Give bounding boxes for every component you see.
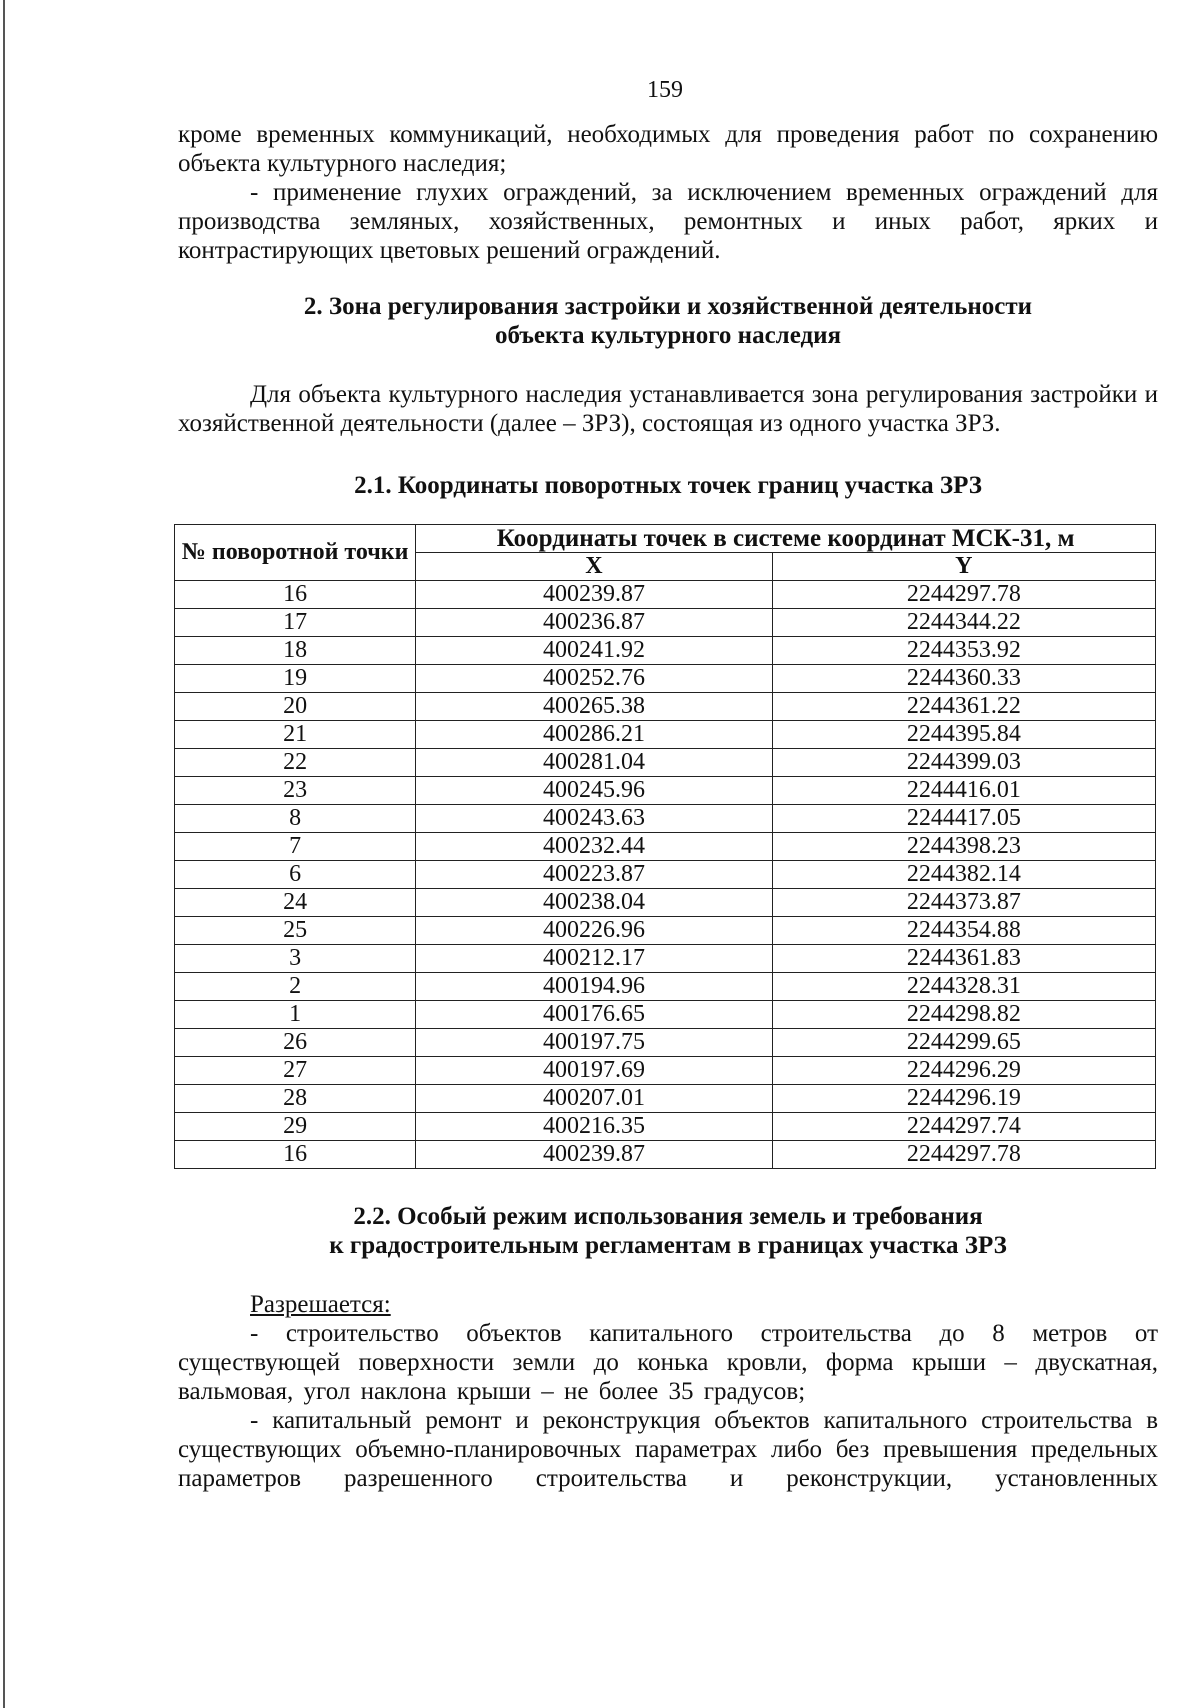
table-row: [175, 1113, 1156, 1141]
cell-point-number: 26: [175, 1029, 416, 1057]
cell-y: 2244299.65: [772, 1029, 1155, 1057]
subsection-2-2-heading: [178, 1202, 1158, 1260]
allowed-item-1: - строительство объектов капитального строительства до 8 метров от существующей поверхности земли до конька кровли, форма крыши – двускатная, вальмовая, угол наклона крыши – не более 35 градусов;: [178, 1320, 1158, 1405]
cell-y: 2244399.03: [772, 749, 1155, 777]
cell-x: 400176.65: [416, 1001, 772, 1029]
table-row: [175, 721, 1156, 749]
cell-y: 2244361.83: [772, 945, 1155, 973]
table-row: [175, 1141, 1156, 1169]
coordinates-table-body: [175, 581, 1156, 1169]
cell-y: 2244354.88: [772, 917, 1155, 945]
cell-x: 400241.92: [416, 637, 772, 665]
cell-point-number: 24: [175, 889, 416, 917]
cell-x: 400281.04: [416, 749, 772, 777]
allowed-label: Разрешается:: [250, 1291, 391, 1318]
intro-bullet: - применение глухих ограждений, за исключением временных ограждений для производства земляных, хозяйственных, ремонтных и иных работ, ярких и контрастирующих цветовых решений ограждений.: [178, 179, 1158, 264]
cell-point-number: 22: [175, 749, 416, 777]
cell-x: 400207.01: [416, 1085, 772, 1113]
cell-point-number: 8: [175, 805, 416, 833]
cell-y: 2244382.14: [772, 861, 1155, 889]
cell-x: 400232.44: [416, 833, 772, 861]
cell-point-number: 2: [175, 973, 416, 1001]
cell-point-number: 18: [175, 637, 416, 665]
subsection-2-1-title: 2.1. Координаты поворотных точек границ участка ЗРЗ: [354, 472, 982, 499]
document-body: [178, 120, 1158, 1493]
coordinates-table-head: [175, 525, 1156, 581]
cell-y: 2244344.22: [772, 609, 1155, 637]
table-row: [175, 917, 1156, 945]
cell-y: 2244297.78: [772, 1141, 1155, 1169]
cell-y: 2244360.33: [772, 665, 1155, 693]
table-row: [175, 777, 1156, 805]
subsection-2-2-title-line1: 2.2. Особый режим использования земель и требования: [353, 1203, 983, 1230]
cell-y: 2244398.23: [772, 833, 1155, 861]
cell-point-number: 17: [175, 609, 416, 637]
subsection-2-2-title-line2: к градостроительным регламентам в границах участка ЗРЗ: [329, 1232, 1007, 1259]
cell-x: 400238.04: [416, 889, 772, 917]
table-row: [175, 945, 1156, 973]
cell-point-number: 6: [175, 861, 416, 889]
allowed-item-2: - капитальный ремонт и реконструкция объектов капитального строительства в существующих объемно-планировочных параметрах либо без превышения предельных параметров разрешенного строительства и реконструкции, установленных: [178, 1407, 1158, 1492]
cell-x: 400197.69: [416, 1057, 772, 1085]
cell-y: 2244353.92: [772, 637, 1155, 665]
cell-y: 2244361.22: [772, 693, 1155, 721]
cell-x: 400212.17: [416, 945, 772, 973]
table-row: [175, 1001, 1156, 1029]
coordinates-table: [174, 524, 1156, 1169]
cell-x: 400226.96: [416, 917, 772, 945]
cell-point-number: 16: [175, 581, 416, 609]
table-row: [175, 1085, 1156, 1113]
section2-body: [178, 380, 1158, 438]
cell-y: 2244297.74: [772, 1113, 1155, 1141]
cell-x: 400239.87: [416, 581, 772, 609]
page-number: 159: [647, 77, 683, 103]
cell-point-number: 27: [175, 1057, 416, 1085]
cell-y: 2244395.84: [772, 721, 1155, 749]
section2-title-line2: объекта культурного наследия: [494, 322, 842, 349]
cell-y: 2244373.87: [772, 889, 1155, 917]
cell-y: 2244298.82: [772, 1001, 1155, 1029]
table-row: [175, 609, 1156, 637]
cell-x: 400252.76: [416, 665, 772, 693]
cell-x: 400239.87: [416, 1141, 772, 1169]
cell-y: 2244296.29: [772, 1057, 1155, 1085]
cell-x: 400286.21: [416, 721, 772, 749]
header-y: Y: [772, 553, 1155, 581]
table-row: [175, 973, 1156, 1001]
cell-point-number: 20: [175, 693, 416, 721]
page-edge-line: [3, 0, 5, 1708]
table-header-row: [175, 525, 1156, 553]
cell-x: 400197.75: [416, 1029, 772, 1057]
cell-x: 400265.38: [416, 693, 772, 721]
table-row: [175, 889, 1156, 917]
cell-point-number: 21: [175, 721, 416, 749]
cell-y: 2244328.31: [772, 973, 1155, 1001]
cell-x: 400223.87: [416, 861, 772, 889]
section2-title-line1: 2. Зона регулирования застройки и хозяйственной деятельности: [303, 293, 1033, 320]
cell-y: 2244417.05: [772, 805, 1155, 833]
table-row: [175, 1029, 1156, 1057]
cell-y: 2244416.01: [772, 777, 1155, 805]
table-row: [175, 581, 1156, 609]
cell-y: 2244296.19: [772, 1085, 1155, 1113]
section2-heading: [178, 292, 1158, 350]
table-row: [175, 749, 1156, 777]
cell-x: 400245.96: [416, 777, 772, 805]
cell-x: 400243.63: [416, 805, 772, 833]
cell-point-number: 23: [175, 777, 416, 805]
table-row: [175, 833, 1156, 861]
table-row: [175, 665, 1156, 693]
cell-x: 400194.96: [416, 973, 772, 1001]
cell-x: 400236.87: [416, 609, 772, 637]
cell-point-number: 28: [175, 1085, 416, 1113]
cell-point-number: 7: [175, 833, 416, 861]
cell-point-number: 16: [175, 1141, 416, 1169]
intro-continuation: кроме временных коммуникаций, необходимых для проведения работ по сохранению объекта культурного наследия;: [178, 121, 1158, 177]
cell-point-number: 19: [175, 665, 416, 693]
table-row: [175, 637, 1156, 665]
header-coordinates: Координаты точек в системе координат МСК-31, м: [416, 525, 1156, 553]
cell-y: 2244297.78: [772, 581, 1155, 609]
table-row: [175, 805, 1156, 833]
header-x: X: [416, 553, 772, 581]
table-row: [175, 1057, 1156, 1085]
cell-point-number: 29: [175, 1113, 416, 1141]
header-point-number: № поворотной точки: [175, 525, 416, 581]
section2-paragraph: Для объекта культурного наследия устанавливается зона регулирования застройки и хозяйственной деятельности (далее – ЗРЗ), состоящая из одного участка ЗРЗ.: [178, 381, 1158, 437]
cell-point-number: 3: [175, 945, 416, 973]
cell-point-number: 25: [175, 917, 416, 945]
table-row: [175, 861, 1156, 889]
table-row: [175, 693, 1156, 721]
cell-x: 400216.35: [416, 1113, 772, 1141]
cell-point-number: 1: [175, 1001, 416, 1029]
